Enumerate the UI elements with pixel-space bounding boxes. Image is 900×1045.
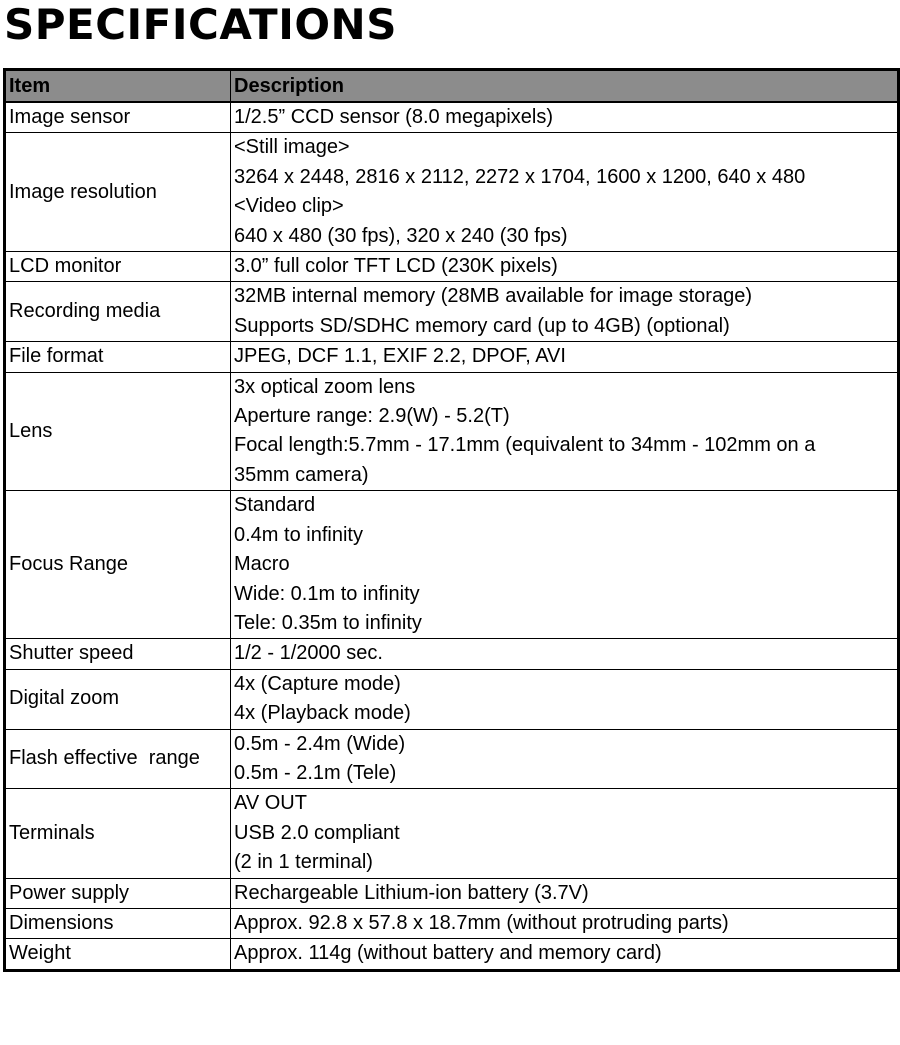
description-cell xyxy=(231,669,899,729)
description-line: 4x (Playback mode) xyxy=(234,702,411,725)
table-row xyxy=(5,789,899,878)
table-row xyxy=(5,252,899,282)
description-line: <Video clip> xyxy=(234,195,344,218)
table-row xyxy=(5,133,899,252)
description-line: 3x optical zoom lens xyxy=(234,375,416,398)
description-cell xyxy=(231,878,899,908)
description-line: <Still image> xyxy=(234,136,350,159)
item-cell: LCD monitor xyxy=(5,252,231,282)
description-line: 35mm camera) xyxy=(234,463,369,486)
item-cell: Flash effective range xyxy=(5,729,231,789)
description-cell xyxy=(231,729,899,789)
item-cell: Shutter speed xyxy=(5,639,231,669)
description-line: JPEG, DCF 1.1, EXIF 2.2, DPOF, AVI xyxy=(234,345,566,368)
item-cell: Weight xyxy=(5,939,231,970)
description-line: (2 in 1 terminal) xyxy=(234,851,373,874)
description-line: 0.5m - 2.4m (Wide) xyxy=(234,732,406,755)
item-cell: File format xyxy=(5,342,231,372)
description-line: Aperture range: 2.9(W) - 5.2(T) xyxy=(234,405,510,428)
description-line: 3264 x 2448, 2816 x 2112, 2272 x 1704, 1600 x 1200, 640 x 480 xyxy=(234,165,806,188)
description-cell xyxy=(231,639,899,669)
description-line: USB 2.0 compliant xyxy=(234,821,400,844)
column-header-description: Description xyxy=(231,70,899,103)
table-header-row xyxy=(5,70,899,103)
description-line: Focal length:5.7mm - 17.1mm (equivalent to 34mm - 102mm on a xyxy=(234,434,816,457)
item-cell: Terminals xyxy=(5,789,231,878)
specifications-table xyxy=(3,68,900,972)
description-line: Wide: 0.1m to infinity xyxy=(234,582,420,605)
description-line: Tele: 0.35m to infinity xyxy=(234,611,422,634)
description-cell xyxy=(231,342,899,372)
description-line: Standard xyxy=(234,494,316,517)
table-row xyxy=(5,372,899,491)
item-cell: Dimensions xyxy=(5,908,231,938)
table-row xyxy=(5,102,899,133)
page-title: SPECIFICATIONS xyxy=(4,0,397,49)
description-line: 0.4m to infinity xyxy=(234,523,363,546)
table-row xyxy=(5,939,899,970)
table-row xyxy=(5,878,899,908)
table-row xyxy=(5,639,899,669)
column-header-item: Item xyxy=(5,70,231,103)
description-line: 4x (Capture mode) xyxy=(234,672,401,695)
description-line: 32MB internal memory (28MB available for image storage) xyxy=(234,285,752,308)
table-row xyxy=(5,669,899,729)
table-row xyxy=(5,491,899,639)
description-line: Supports SD/SDHC memory card (up to 4GB) (optional) xyxy=(234,314,730,337)
item-cell: Power supply xyxy=(5,878,231,908)
table-row xyxy=(5,342,899,372)
description-cell xyxy=(231,908,899,938)
item-cell: Recording media xyxy=(5,282,231,342)
table-row xyxy=(5,908,899,938)
description-cell xyxy=(231,372,899,491)
description-cell xyxy=(231,939,899,970)
description-line: Approx. 92.8 x 57.8 x 18.7mm (without protruding parts) xyxy=(234,911,729,934)
table-row xyxy=(5,729,899,789)
description-line: 1/2.5” CCD sensor (8.0 megapixels) xyxy=(234,106,554,128)
item-cell: Focus Range xyxy=(5,491,231,639)
item-cell: Image resolution xyxy=(5,133,231,252)
description-cell xyxy=(231,133,899,252)
description-line: 0.5m - 2.1m (Tele) xyxy=(234,761,397,784)
table-row xyxy=(5,282,899,342)
table-body xyxy=(5,102,899,970)
description-cell xyxy=(231,102,899,133)
description-line: AV OUT xyxy=(234,792,307,815)
item-cell: Digital zoom xyxy=(5,669,231,729)
description-cell xyxy=(231,252,899,282)
description-cell xyxy=(231,491,899,639)
description-line: 640 x 480 (30 fps), 320 x 240 (30 fps) xyxy=(234,224,568,247)
description-cell xyxy=(231,282,899,342)
description-line: Macro xyxy=(234,553,290,576)
description-line: Approx. 114g (without battery and memory card) xyxy=(234,942,662,965)
item-cell: Image sensor xyxy=(5,102,231,133)
description-line: Rechargeable Lithium-ion battery (3.7V) xyxy=(234,881,589,904)
description-cell xyxy=(231,789,899,878)
description-line: 1/2 - 1/2000 sec. xyxy=(234,642,383,665)
description-line: 3.0” full color TFT LCD (230K pixels) xyxy=(234,255,558,278)
item-cell: Lens xyxy=(5,372,231,491)
